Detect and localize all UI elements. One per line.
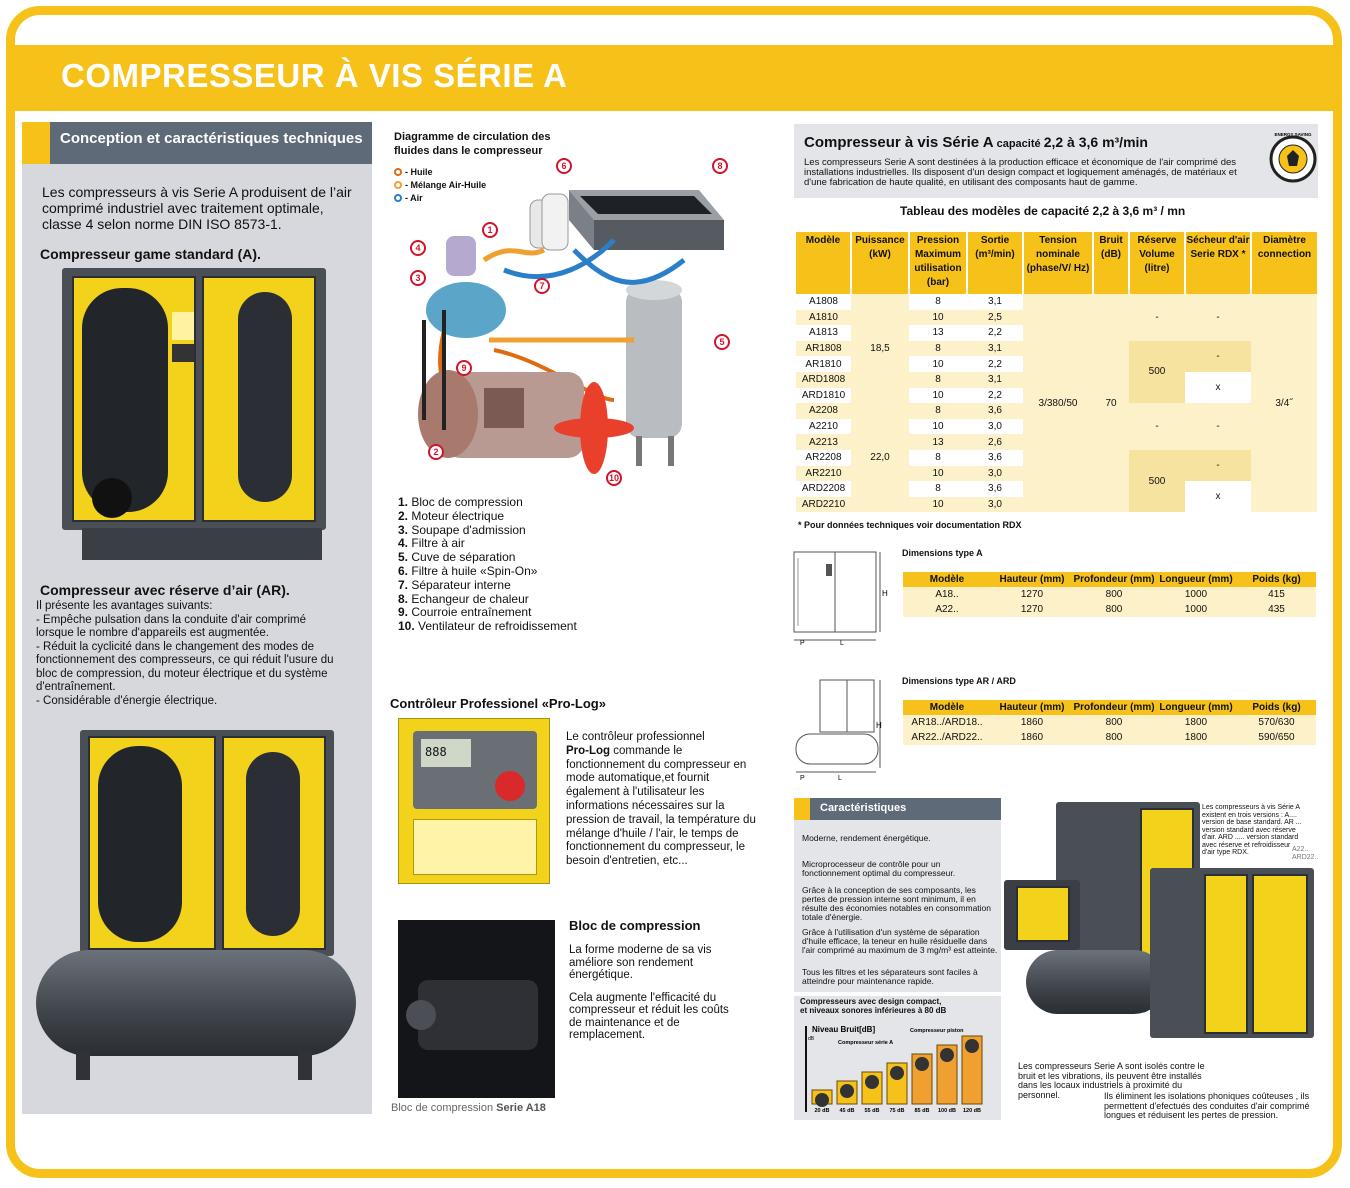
controller-text: Le contrôleur professionnel Pro-Log commande le fonctionnement du compresseur en mode automatique,et fournit également à l'utilisateur les informations nécessaires sur la pression de travail, la température du mélange d'huile / l'air, le temps de fonctionnement du compresseur, le besoin d'entretien, etc... bbox=[566, 731, 756, 868]
table-cell: 13 bbox=[909, 325, 967, 341]
dimension-sketch-ar bbox=[790, 676, 886, 782]
table-cell: A1813 bbox=[796, 325, 851, 341]
table-cell: 10 bbox=[909, 497, 967, 513]
part-item: 1. Bloc de compression bbox=[398, 495, 523, 509]
table-cell: 2,6 bbox=[967, 434, 1023, 450]
table-cell: x bbox=[1185, 372, 1251, 403]
noise-level-graphic bbox=[798, 1018, 996, 1116]
heat-exchanger bbox=[569, 190, 724, 250]
table-row bbox=[796, 294, 1317, 310]
bloc-title: Bloc de compression bbox=[569, 918, 701, 933]
table-row: AR22../ARD22.. 1860 800 1800 590/650 bbox=[903, 730, 1316, 745]
table-cell: 8 bbox=[909, 481, 967, 497]
table-row: AR18../ARD18.. 1860 800 1800 570/630 bbox=[903, 715, 1316, 730]
table-cell: A1808 bbox=[796, 294, 851, 310]
air-filter bbox=[446, 236, 476, 276]
callout-6: 6 bbox=[561, 161, 567, 171]
col-header: Sortie (m³/min) bbox=[967, 232, 1023, 294]
table-cell: ARD2210 bbox=[796, 497, 851, 513]
callout-3: 3 bbox=[415, 273, 421, 283]
ar-line: - Considérable d'énergie électrique. bbox=[36, 694, 218, 707]
table-cell: - bbox=[1185, 294, 1251, 341]
noise-axis-label: Niveau Bruit[dB] bbox=[812, 1025, 876, 1034]
table-cell: 3/4˝ bbox=[1251, 294, 1317, 512]
product-header bbox=[794, 124, 1318, 198]
noise-series-label: Compresseur série A bbox=[838, 1040, 894, 1046]
table-cell: 3,6 bbox=[967, 481, 1023, 497]
table-cell: - bbox=[1129, 294, 1185, 341]
table-cell: 10 bbox=[909, 310, 967, 326]
dimensions-a-table bbox=[903, 572, 1316, 617]
col-header: Pression Maximum utilisation (bar) bbox=[909, 232, 967, 294]
callout-2: 2 bbox=[433, 447, 439, 457]
internal-separator bbox=[542, 194, 568, 250]
noise-bar-label: 45 dB bbox=[839, 1108, 855, 1114]
callout-5: 5 bbox=[719, 337, 725, 347]
dim-col-header: Profondeur (mm) bbox=[1073, 574, 1155, 585]
part-item: 7. Séparateur interne bbox=[398, 577, 511, 592]
sketch-l-label: L bbox=[840, 640, 844, 647]
bottom-text-2: Ils éliminent les isolations phoniques coûteuses , ils permettent d'efectués des conduites d'air comprimé longues et réduisent les pertes de pression. bbox=[1104, 1091, 1310, 1120]
table-cell: 10 bbox=[909, 388, 967, 404]
flow-diagram bbox=[394, 150, 754, 490]
product-title: Compresseur à vis Série A capacité 2,2 à 3,6 m³/min bbox=[804, 134, 1148, 151]
dim-col-header: Poids (kg) bbox=[1237, 700, 1316, 715]
noise-source-icon bbox=[940, 1048, 954, 1062]
dim-col-header: Poids (kg) bbox=[1237, 572, 1316, 587]
callout-8: 8 bbox=[717, 161, 723, 171]
noise-bar-label: 20 dB bbox=[814, 1108, 830, 1114]
energy-saving-badge bbox=[1270, 128, 1316, 190]
col-header: Bruit (dB) bbox=[1093, 232, 1129, 294]
controller-display: 888 bbox=[421, 739, 471, 767]
table-cell: 10 bbox=[909, 356, 967, 372]
table-cell: 3,6 bbox=[967, 403, 1023, 419]
table-cell: 3,1 bbox=[967, 341, 1023, 357]
parts-list bbox=[398, 496, 577, 634]
page-title: COMPRESSEUR À VIS SÉRIE A bbox=[61, 57, 568, 94]
part-item: 8. Echangeur de chaleur bbox=[398, 591, 529, 606]
dim-col-header: Hauteur (mm) bbox=[991, 700, 1073, 715]
noise-bar-label: 75 dB bbox=[889, 1108, 905, 1114]
features-panel bbox=[794, 798, 1001, 992]
col-header: Réserve Volume (litre) bbox=[1129, 232, 1185, 294]
dim-col-header: Longueur (mm) bbox=[1155, 700, 1237, 715]
left-panel bbox=[22, 122, 372, 1114]
part-item: 2. Moteur électrique bbox=[398, 508, 505, 523]
feature-item: Microprocesseur de contrôle pour un fonctionnement optimal du compresseur. bbox=[802, 859, 956, 878]
feature-item: Grâce à l'utilisation d'un système de séparation d'huile efficace, la teneur en huile résiduelle dans l'air comprimé au maximum de 3 mg/m³ est atteinte. bbox=[802, 927, 998, 955]
model-spec-table bbox=[796, 232, 1317, 512]
col-header: Modèle bbox=[796, 232, 851, 294]
legend-mix-label: - Mélange Air-Huile bbox=[405, 180, 487, 190]
noise-source-icon bbox=[890, 1066, 904, 1080]
table-cell: 500 bbox=[1129, 341, 1185, 403]
table-cell: 2,2 bbox=[967, 388, 1023, 404]
dimensions-a-label: Dimensions type A bbox=[902, 548, 983, 558]
table-cell: AR2208 bbox=[796, 450, 851, 466]
noise-source-icon bbox=[815, 1093, 829, 1107]
noise-level-panel bbox=[794, 996, 1001, 1120]
diagram-title-line: fluides dans le compresseur bbox=[394, 145, 543, 157]
noise-bar-label: 55 dB bbox=[864, 1108, 880, 1114]
table-cell: 3,6 bbox=[967, 450, 1023, 466]
table-cell: 8 bbox=[909, 403, 967, 419]
prolog-controller-image bbox=[398, 718, 550, 884]
noise-bar-label: 120 dB bbox=[962, 1108, 982, 1114]
part-item: 10. Ventilateur de refroidissement bbox=[398, 619, 577, 634]
noise-title: et niveaux sonores inférieures à 80 dB bbox=[800, 1005, 947, 1015]
table-cell: AR2210 bbox=[796, 466, 851, 482]
part-item: 4. Filtre à air bbox=[398, 536, 465, 551]
compression-block-photo bbox=[398, 920, 555, 1098]
ar-line: Il présente les avantages suivants: bbox=[36, 600, 213, 612]
table-cell: A2210 bbox=[796, 419, 851, 435]
table-cell: - bbox=[1185, 450, 1251, 481]
sketch-p-label: P bbox=[800, 640, 805, 647]
intro-text: Les compresseurs à vis Serie A produisent de l’air comprimé industriel avec traitement optimale, classe 4 selon norme DIN ISO 8573-1. bbox=[42, 184, 352, 232]
bottom-text-1: Les compresseurs Serie A sont isolés contre le bruit et les vibrations, ils peuvent être installés dans les locaux industriels à proximité du personnel. bbox=[1018, 1061, 1205, 1100]
table-cell: - bbox=[1185, 403, 1251, 450]
col-header: Sécheur d'air Serie RDX * bbox=[1185, 232, 1251, 294]
table-cell: ARD1808 bbox=[796, 372, 851, 388]
ar-heading: Compresseur avec réserve d’air (AR). bbox=[40, 582, 290, 598]
table-cell: 3,1 bbox=[967, 372, 1023, 388]
noise-bar-label: 100 dB bbox=[937, 1108, 957, 1114]
sketch-h-label: H bbox=[882, 589, 888, 598]
table-cell: 500 bbox=[1129, 450, 1185, 512]
part-item: 6. Filtre à huile «Spin-On» bbox=[398, 563, 538, 578]
section-title: Conception et caractéristiques techniques bbox=[60, 130, 363, 147]
table-cell: 22,0 bbox=[851, 403, 909, 512]
noise-piston-label: Compresseur piston bbox=[910, 1028, 964, 1034]
table-cell: A1810 bbox=[796, 310, 851, 326]
table-cell: x bbox=[1185, 481, 1251, 512]
legend-air-label: - Air bbox=[405, 193, 423, 203]
table-cell: 8 bbox=[909, 294, 967, 310]
table-cell: AR1810 bbox=[796, 356, 851, 372]
feature-item: Moderne, rendement énergétique. bbox=[802, 833, 931, 843]
table-cell: 8 bbox=[909, 341, 967, 357]
callout-10: 10 bbox=[608, 473, 620, 483]
col-header: Puissance (kW) bbox=[851, 232, 909, 294]
dimensions-ar-table bbox=[903, 700, 1316, 745]
noise-source-icon bbox=[915, 1057, 929, 1071]
bloc-caption: Bloc de compression Serie A18 bbox=[391, 1102, 546, 1114]
table-cell: 2,2 bbox=[967, 325, 1023, 341]
bloc-text bbox=[569, 944, 729, 1042]
callout-9: 9 bbox=[461, 363, 467, 373]
table-cell: - bbox=[1129, 403, 1185, 450]
ar-advantages bbox=[36, 600, 336, 708]
table-cell: 70 bbox=[1093, 294, 1129, 512]
table-cell: A2208 bbox=[796, 403, 851, 419]
table-cell: - bbox=[1185, 341, 1251, 372]
dim-col-header: Profondeur (mm) bbox=[1073, 702, 1155, 713]
dim-col-header: Modèle bbox=[903, 572, 991, 587]
table-cell: 13 bbox=[909, 434, 967, 450]
callout-7: 7 bbox=[539, 281, 545, 291]
noise-source-icon bbox=[840, 1084, 854, 1098]
sketch-p-label: P bbox=[800, 775, 805, 782]
table-note: * Pour données techniques voir documentation RDX bbox=[798, 520, 1022, 530]
table-cell: 3,0 bbox=[967, 466, 1023, 482]
table-cell: 10 bbox=[909, 466, 967, 482]
bloc-text-1: La forme moderne de sa vis améliore son rendement énergétique. bbox=[569, 944, 712, 981]
table-cell: AR1808 bbox=[796, 341, 851, 357]
dimensions-ar-label: Dimensions type AR / ARD bbox=[902, 676, 1016, 686]
table-cell: 2,5 bbox=[967, 310, 1023, 326]
title-banner bbox=[15, 45, 1333, 111]
separator-tank bbox=[626, 280, 682, 466]
table-cell: 3,0 bbox=[967, 497, 1023, 513]
sketch-h-label: H bbox=[876, 721, 882, 730]
dim-col-header: Modèle bbox=[903, 700, 991, 715]
callout-4: 4 bbox=[415, 243, 421, 253]
part-item: 9. Courroie entraînement bbox=[398, 605, 532, 620]
ar-line: - Empêche pulsation dans la conduite d'air comprimé lorsque le nombre d'appareils est augmentée. bbox=[36, 613, 307, 639]
col-header: Tension nominale (phase/V/ Hz) bbox=[1023, 232, 1093, 294]
table-title: Tableau des modèles de capacité 2,2 à 3,6 m³ / mn bbox=[900, 204, 1186, 218]
product-description: Les compresseurs Serie A sont destinées à la production efficace et économique de l'air comprimé des installations industrielles. Ils disposent d'un design compact et logiquement aménagés, de matériaux et d'une fabrication de haute qualité, en utilisant des composants haut de gamme. bbox=[804, 157, 1237, 188]
diagram-title-line: Diagramme de circulation des bbox=[394, 131, 551, 143]
bloc-text-2: Cela augmente l'efficacité du compresseur et réduit les coûts de maintenance et de remplacement. bbox=[569, 991, 729, 1041]
feature-item: Grâce à la conception de ses composants, les pertes de pression interne sont minimum, il en résulte des économies notables en consommation totale d'énergie. bbox=[802, 885, 991, 922]
table-cell: 3,1 bbox=[967, 294, 1023, 310]
ar-line: - Réduit la cyclicité dans le changement des modes de fonctionnement des compresseurs, ce qui réduit l'usure du bloc de compression, du moteur électrique et du système d'entraînement. bbox=[36, 640, 334, 693]
feature-item: Tous les filtres et les séparateurs sont faciles à atteindre pour maintenance rapide. bbox=[802, 967, 978, 986]
noise-title: Compresseurs avec design compact, bbox=[800, 997, 942, 1006]
callout-1: 1 bbox=[487, 225, 493, 235]
part-item: 5. Cuve de séparation bbox=[398, 550, 516, 565]
table-cell: 3,0 bbox=[967, 419, 1023, 435]
table-cell: ARD1810 bbox=[796, 388, 851, 404]
noise-bar-label: 85 dB bbox=[914, 1108, 930, 1114]
col-header: Diamètre connection bbox=[1251, 232, 1317, 294]
table-row: A22.. 1270 800 1000 435 bbox=[903, 602, 1316, 617]
table-cell: ARD2208 bbox=[796, 481, 851, 497]
badge-text: ENERGY SAVING bbox=[1274, 132, 1312, 137]
table-cell: 3/380/50 bbox=[1023, 294, 1093, 512]
series-versions-text: Les compresseurs à vis Série A existent en trois versions : A.... version de base standard. AR ... version standard avec réserve d'air. ARD ..... version standard avec réserve et refroidisseur d'air type RDX. bbox=[1202, 804, 1302, 856]
features-title: Caractéristiques bbox=[820, 802, 907, 814]
table-row: A18.. 1270 800 1000 415 bbox=[903, 587, 1316, 602]
dim-col-header: Longueur (mm) bbox=[1155, 572, 1237, 587]
table-cell: 8 bbox=[909, 450, 967, 466]
dim-col-header: Hauteur (mm) bbox=[991, 572, 1073, 587]
controller-title: Contrôleur Professionel «Pro-Log» bbox=[390, 696, 606, 711]
noise-source-icon bbox=[865, 1075, 879, 1089]
series-tags: A22.. ARD22.. bbox=[1292, 846, 1319, 861]
table-cell: A2213 bbox=[796, 434, 851, 450]
legend-oil-label: - Huile bbox=[405, 167, 433, 177]
dimension-sketch-a bbox=[790, 548, 886, 646]
table-cell: 10 bbox=[909, 419, 967, 435]
sketch-l-label: L bbox=[838, 775, 842, 782]
table-cell: 2,2 bbox=[967, 356, 1023, 372]
table-cell: 8 bbox=[909, 372, 967, 388]
emergency-stop-icon bbox=[495, 771, 525, 801]
section-header bbox=[22, 122, 372, 164]
compressor-standard-image bbox=[62, 268, 326, 564]
noise-axis-unit: dB bbox=[808, 1036, 815, 1042]
compression-block bbox=[426, 282, 506, 338]
table-cell: 18,5 bbox=[851, 294, 909, 403]
noise-source-icon bbox=[965, 1039, 979, 1053]
part-item: 3. Soupape d'admission bbox=[398, 522, 526, 537]
standard-heading: Compresseur game standard (A). bbox=[40, 246, 261, 262]
compressor-ar-image bbox=[36, 716, 356, 1096]
